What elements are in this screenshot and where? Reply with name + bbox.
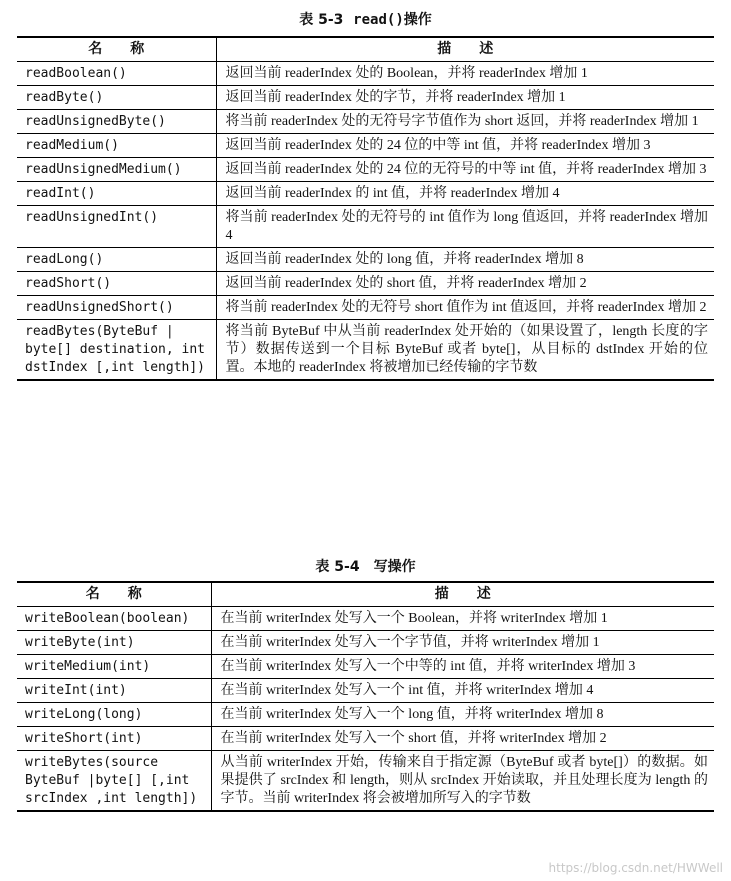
table-5-3-caption-suffix: 操作 <box>403 12 432 28</box>
method-description-cell: 在当前 writerIndex 处写入一个 Boolean，并将 writerIndex 增加 1 <box>211 606 714 630</box>
method-description-cell: 返回当前 readerIndex 处的字节，并将 readerIndex 增加 1 <box>216 85 714 109</box>
table-row <box>17 109 714 133</box>
table-row <box>17 606 714 630</box>
read-operations-table <box>17 36 714 381</box>
method-description-cell: 从当前 writerIndex 开始，传输来自于指定源（ByteBuf 或者 byte[]）的数据。如果提供了 srcIndex 和 length，则从 srcIndex 开始读取，并且处理长度为 length 的字节。当前 writerIndex 将会被增加所写入的字节数 <box>211 750 714 811</box>
description-column-header: 描 述 <box>216 37 714 61</box>
method-description-cell: 返回当前 readerIndex 处的 short 值，并将 readerIndex 增加 2 <box>216 271 714 295</box>
read-table-body <box>17 61 714 380</box>
method-description-cell: 返回当前 readerIndex 处的 24 位的无符号的中等 int 值，并将 readerIndex 增加 3 <box>216 157 714 181</box>
method-name-cell: readMedium() <box>17 133 216 157</box>
table-row <box>17 181 714 205</box>
table-row <box>17 271 714 295</box>
method-name-cell: writeShort(int) <box>17 726 211 750</box>
method-name-cell: readBoolean() <box>17 61 216 85</box>
watermark: https://blog.csdn.net/HWWell <box>548 861 723 875</box>
method-name-cell: readUnsignedInt() <box>17 205 216 247</box>
table-row <box>17 205 714 247</box>
table-5-3-caption-code: read() <box>353 12 404 28</box>
table-row <box>17 726 714 750</box>
method-description-cell: 返回当前 readerIndex 的 int 值，并将 readerIndex 增加 4 <box>216 181 714 205</box>
table-row <box>17 133 714 157</box>
method-description-cell: 返回当前 readerIndex 处的 24 位的中等 int 值，并将 readerIndex 增加 3 <box>216 133 714 157</box>
write-operations-table <box>17 581 714 812</box>
method-description-cell: 返回当前 readerIndex 处的 Boolean，并将 readerIndex 增加 1 <box>216 61 714 85</box>
table-row <box>17 157 714 181</box>
method-name-cell: readShort() <box>17 271 216 295</box>
method-name-cell: readLong() <box>17 247 216 271</box>
method-name-cell: readByte() <box>17 85 216 109</box>
method-description-cell: 在当前 writerIndex 处写入一个 long 值，并将 writerIndex 增加 8 <box>211 702 714 726</box>
table-row <box>17 702 714 726</box>
table-row <box>17 85 714 109</box>
table-row <box>17 61 714 85</box>
method-description-cell: 在当前 writerIndex 处写入一个 int 值，并将 writerIndex 增加 4 <box>211 678 714 702</box>
method-description-cell: 在当前 writerIndex 处写入一个 short 值，并将 writerIndex 增加 2 <box>211 726 714 750</box>
method-name-cell: readInt() <box>17 181 216 205</box>
method-name-cell: writeMedium(int) <box>17 654 211 678</box>
table-row <box>17 630 714 654</box>
table-row <box>17 654 714 678</box>
method-description-cell: 在当前 writerIndex 处写入一个中等的 int 值，并将 writerIndex 增加 3 <box>211 654 714 678</box>
method-name-cell: readUnsignedShort() <box>17 295 216 319</box>
method-name-cell: writeInt(int) <box>17 678 211 702</box>
table-row <box>17 295 714 319</box>
name-column-header: 名 称 <box>17 37 216 61</box>
table-row <box>17 750 714 811</box>
method-name-cell: readBytes(ByteBuf | byte[] destination, int dstIndex [,int length]) <box>17 319 216 380</box>
table-row <box>17 247 714 271</box>
method-description-cell: 将当前 readerIndex 处的无符号 short 值作为 int 值返回，并将 readerIndex 增加 2 <box>216 295 714 319</box>
method-name-cell: writeBoolean(boolean) <box>17 606 211 630</box>
method-name-cell: readUnsignedByte() <box>17 109 216 133</box>
table-5-3-caption-prefix: 表 5-3 <box>299 12 344 28</box>
method-description-cell: 将当前 ByteBuf 中从当前 readerIndex 处开始的（如果设置了，length 长度的字节）数据传送到一个目标 ByteBuf 或者 byte[]，从目标的 dstIndex 开始的位置。本地的 readerIndex 将被增加已经传输的字节数 <box>216 319 714 380</box>
description-column-header: 描 述 <box>211 582 714 606</box>
method-description-cell: 将当前 readerIndex 处的无符号字节值作为 short 返回，并将 readerIndex 增加 1 <box>216 109 714 133</box>
method-name-cell: writeLong(long) <box>17 702 211 726</box>
table-5-3-caption <box>0 9 731 29</box>
method-name-cell: writeByte(int) <box>17 630 211 654</box>
write-table-body <box>17 606 714 811</box>
name-column-header: 名 称 <box>17 582 211 606</box>
table-row <box>17 319 714 380</box>
method-description-cell: 将当前 readerIndex 处的无符号的 int 值作为 long 值返回，并将 readerIndex 增加 4 <box>216 205 714 247</box>
method-name-cell: writeBytes(source ByteBuf |byte[] [,int srcIndex ,int length]) <box>17 750 211 811</box>
method-description-cell: 在当前 writerIndex 处写入一个字节值，并将 writerIndex 增加 1 <box>211 630 714 654</box>
table-row <box>17 678 714 702</box>
method-description-cell: 返回当前 readerIndex 处的 long 值，并将 readerIndex 增加 8 <box>216 247 714 271</box>
method-name-cell: readUnsignedMedium() <box>17 157 216 181</box>
table-5-4-caption: 表 5-4 写操作 <box>315 559 416 575</box>
